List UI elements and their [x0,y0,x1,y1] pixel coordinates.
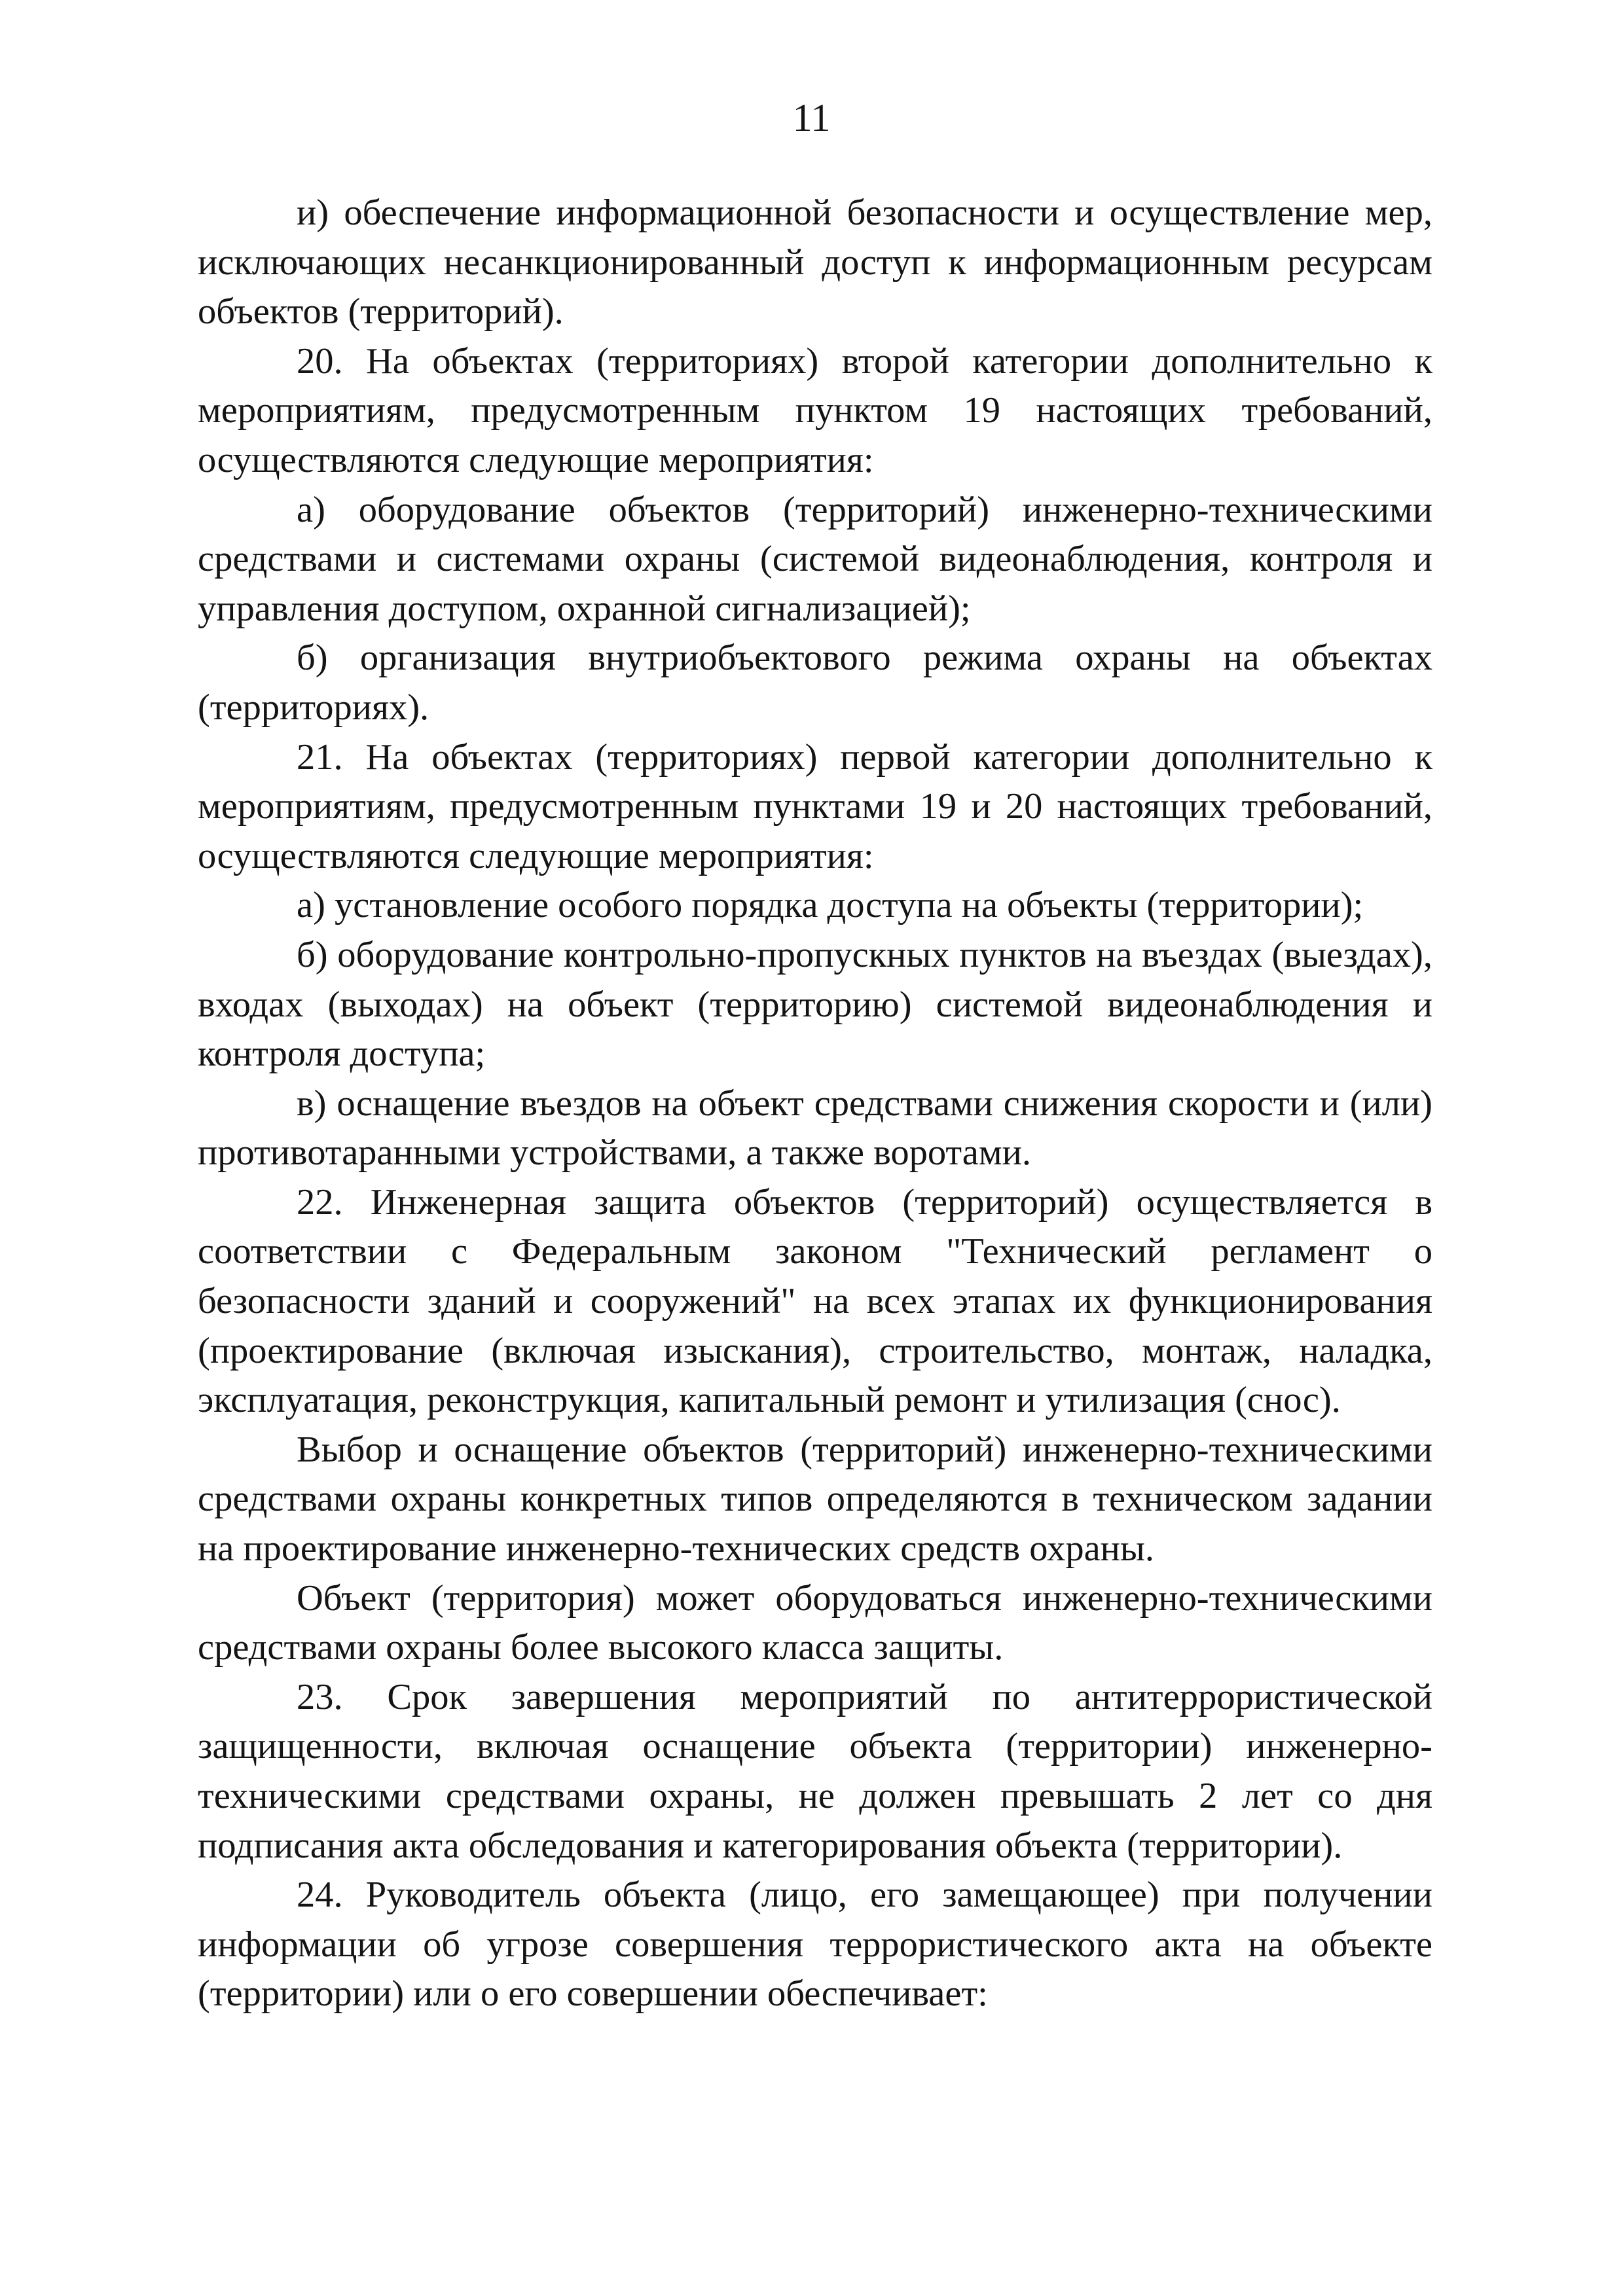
paragraph-22-engineering-protection: 22. Инженерная защита объектов (территорий) осуществляется в соответствии с Федеральным законом "Технический регламент о безопасности зданий и сооружений" на всех этапах их функционирования (проектирование (включая изыскания), строительство, монтаж, наладка, эксплуатация, реконструкция, капитальный ремонт и утилизация (снос). [198,1181,1432,1421]
paragraph-23-deadline: 23. Срок завершения мероприятий по антитеррористической защищенности, включая оснащение объекта (территории) инженерно-техническими средствами охраны, не должен превышать 2 лет со дня подписания акта обследования и категорирования объекта (территории). [198,1676,1432,1866]
paragraph-22-equipment-selection: Выбор и оснащение объектов (территорий) инженерно-техническими средствами охраны конкретных типов определяются в техническом задании на проектирование инженерно-технических средств охраны. [198,1429,1432,1570]
paragraph-item-i-information-security: и) обеспечение информационной безопасности и осуществление мер, исключающих несанкционированный доступ к информационным ресурсам объектов (территорий). [198,192,1432,332]
paragraph-20-item-a: а) оборудование объектов (территорий) инженерно-техническими средствами и системами охраны (системой видеонаблюдения, контроля и управления доступом, охранной сигнализацией); [198,489,1432,629]
paragraph-21-first-category: 21. На объектах (территориях) первой категории дополнительно к мероприятиям, предусмотренным пунктами 19 и 20 настоящих требований, осуществляются следующие мероприятия: [198,736,1432,876]
paragraph-21-item-v: в) оснащение въездов на объект средствами снижения скорости и (или) противотаранными устройствами, а также воротами. [198,1083,1432,1174]
page-number: 11 [792,96,831,139]
paragraph-22-higher-class: Объект (территория) может оборудоваться инженерно-техническими средствами охраны более высокого класса защиты. [198,1577,1432,1668]
document-body [198,188,1432,2019]
paragraph-21-item-a: а) установление особого порядка доступа на объекты (территории); [297,885,1364,926]
paragraph-24-head-of-object: 24. Руководитель объекта (лицо, его замещающее) при получении информации об угрозе совершения террористического акта на объекте (территории) или о его совершении обеспечивает: [198,1874,1432,2015]
paragraph-20-second-category: 20. На объектах (территориях) второй категории дополнительно к мероприятиям, предусмотренным пунктом 19 настоящих требований, осуществляются следующие мероприятия: [198,340,1432,480]
paragraph-20-item-b: б) организация внутриобъектового режима охраны на объектах (территориях). [198,637,1432,728]
paragraph-21-item-b: б) оборудование контрольно-пропускных пунктов на въездах (выездах), входах (выходах) на объект (территорию) системой видеонаблюдения и контроля доступа; [198,934,1432,1075]
